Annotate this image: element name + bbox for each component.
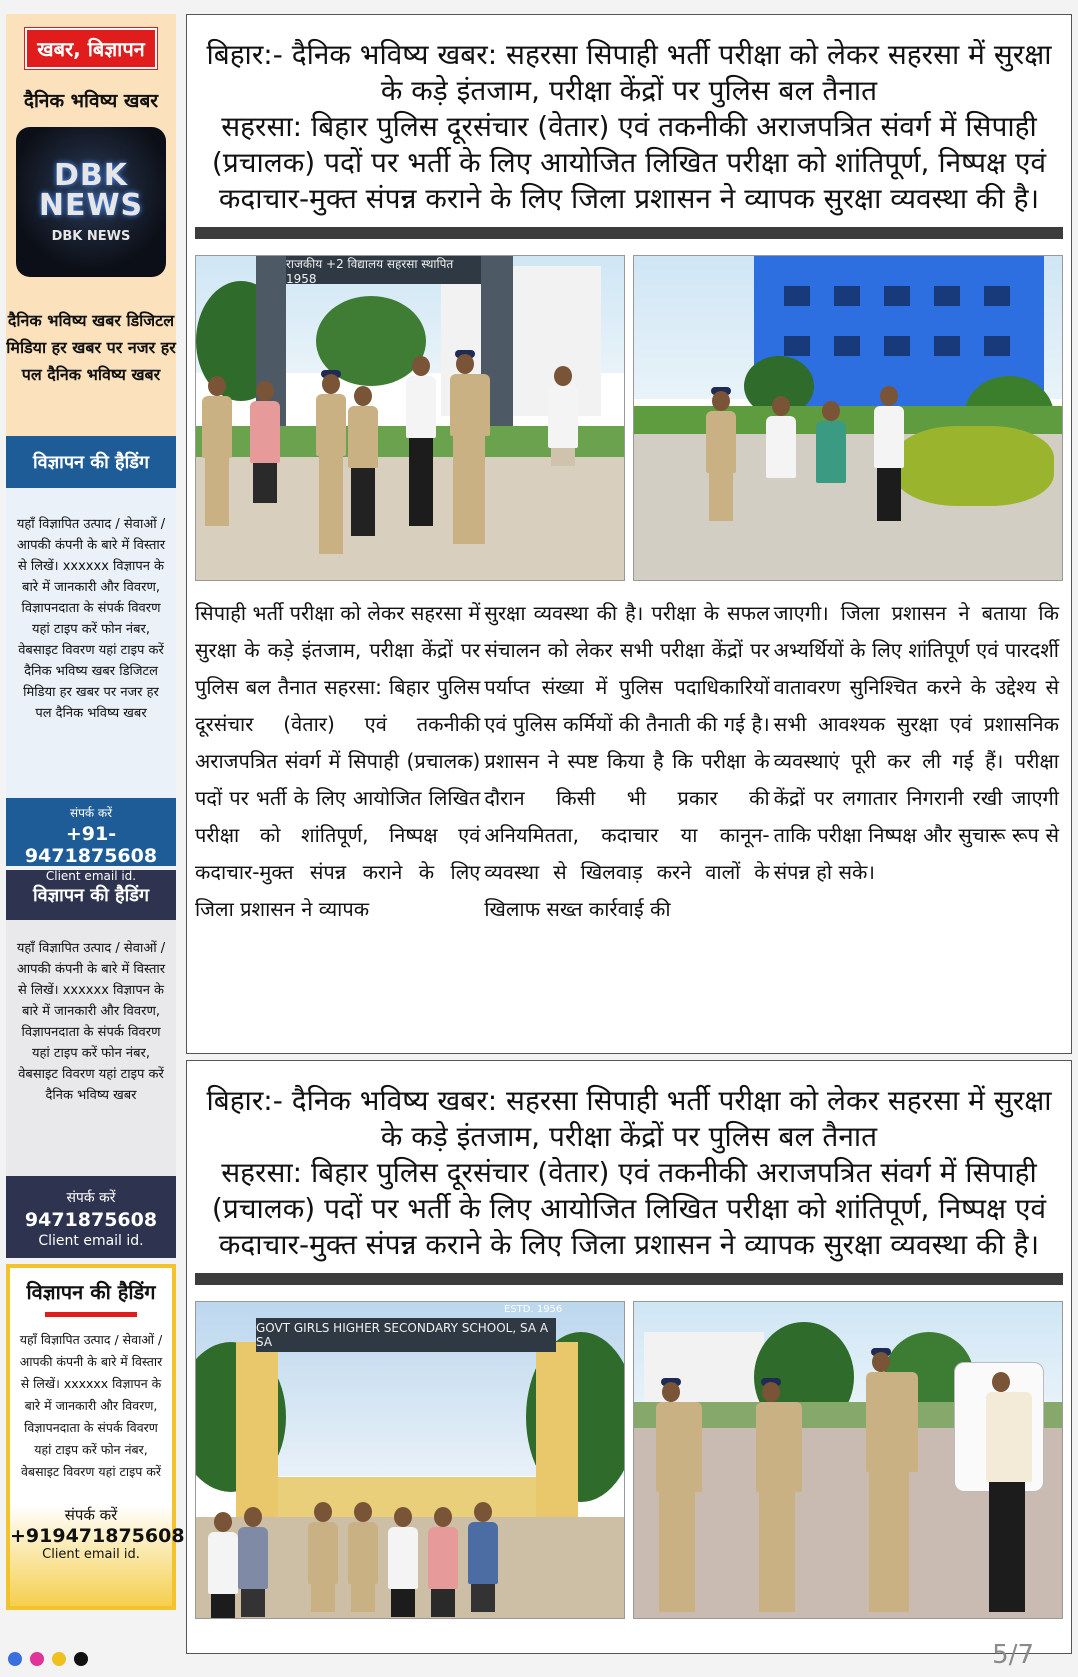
photo-row	[195, 1301, 1063, 1619]
dot-blue	[8, 1652, 22, 1666]
photo-girls-school-gate[interactable]	[195, 1301, 625, 1619]
ad-contact	[10, 1505, 185, 1562]
ad-heading: विज्ञापन की हैडिंग	[26, 1280, 156, 1304]
divider	[195, 1273, 1063, 1285]
ad-body: यहाँ विज्ञापित उत्पाद / सेवाओं / आपकी कंपनी के बारे में विस्तार से लिखें। xxxxxx विज्ञापन के बारे में जानकारी और विवरण, विज्ञापनदाता के संपर्क विवरण यहां टाइप करें फोन नंबर, वेबसाइट विवरण यहां टाइप करें दैनिक भविष्य खबर डिजिटल मिडिया हर खबर पर नजर हर पल दैनिक भविष्य खबर	[6, 488, 176, 798]
article-lead: सहरसा: बिहार पुलिस दूरसंचार (वेतार) एवं तकनीकी अराजपत्रित संवर्ग में सिपाही (प्रचालक) पदों पर भर्ती के लिए आयोजित लिखित परीक्षा को शांतिपूर्ण, निष्पक्ष एवं कदाचार-मुक्त संपन्न कराने के लिए जिला प्रशासन ने व्यापक सुरक्षा व्यवस्था की है।	[211, 1156, 1047, 1261]
ad-body: यहाँ विज्ञापित उत्पाद / सेवाओं / आपकी कंपनी के बारे में विस्तार से लिखें। xxxxxx विज्ञापन के बारे में जानकारी और विवरण, विज्ञापनदाता के संपर्क विवरण यहां टाइप करें फोन नंबर, वेबसाइट विवरण यहां टाइप करें दैनिक भविष्य खबर	[6, 920, 176, 1176]
dot-pink	[30, 1652, 44, 1666]
sidebar	[6, 14, 185, 1646]
ad-block-3[interactable]	[6, 1264, 185, 1610]
ad-body: यहाँ विज्ञापित उत्पाद / सेवाओं / आपकी कंपनी के बारे में विस्तार से लिखें। xxxxxx विज्ञापन के बारे में जानकारी और विवरण, विज्ञापनदाता के संपर्क विवरण यहां टाइप करें फोन नंबर, वेबसाइट विवरण यहां टाइप करें	[19, 1332, 163, 1479]
ad-contact	[6, 1176, 176, 1258]
sidebar-branding	[6, 14, 176, 436]
ad-block-2[interactable]	[6, 870, 176, 1258]
photo-school-building[interactable]	[633, 255, 1063, 581]
article-title: बिहार:- दैनिक भविष्य खबर: सहरसा सिपाही भर्ती परीक्षा को लेकर सहरसा में सुरक्षा के कड़े इंतजाम, परीक्षा केंद्रों पर पुलिस बल तैनात	[206, 38, 1052, 107]
school-sign: राजकीय +2 विद्यालय सहरसा स्थापित 1958	[286, 256, 481, 284]
photo-row	[195, 255, 1063, 581]
article-column-3: जाएगी। जिला प्रशासन ने बताया कि अभ्यर्थियों के लिए शांतिपूर्ण एवं पारदर्शी वातावरण सुनिश्चित करने के उद्देश्य से सभी आवश्यक सुरक्षा एवं प्रशासनिक व्यवस्थाएं पूरी कर ली गई हैं। परीक्षा केंद्रों पर लगातार निगरानी रखी जाएगी ताकि परीक्षा निष्पक्ष और सुचारू रूप से संपन्न हो सके।	[773, 601, 1059, 884]
divider	[195, 227, 1063, 239]
dot-black	[74, 1652, 88, 1666]
dbk-news-logo	[16, 127, 166, 277]
sidebar-tagline: दैनिक भविष्य खबर डिजिटल मिडिया हर खबर पर नजर हर पल दैनिक भविष्य खबर	[6, 311, 176, 384]
contact-label: संपर्क करें	[64, 1506, 118, 1524]
article-column-1: सिपाही भर्ती परीक्षा को लेकर सहरसा में सुरक्षा के कड़े इंतजाम, परीक्षा केंद्रों पर पुलिस बल तैनात सहरसा: बिहार पुलिस दूरसंचार (वेतार) एवं तकनीकी अराजपत्रित संवर्ग में सिपाही (प्रचालक) पदों पर भर्ती के लिए आयोजित लिखित परीक्षा को शांतिपूर्ण, निष्पक्ष एवं कदाचार-मुक्त संपन्न कराने के लिए जिला प्रशासन ने व्यापक	[195, 601, 481, 921]
article-lead: सहरसा: बिहार पुलिस दूरसंचार (वेतार) एवं तकनीकी अराजपत्रित संवर्ग में सिपाही (प्रचालक) पदों पर भर्ती के लिए आयोजित लिखित परीक्षा को शांतिपूर्ण, निष्पक्ष एवं कदाचार-मुक्त संपन्न कराने के लिए जिला प्रशासन ने व्यापक सुरक्षा व्यवस्था की है।	[211, 110, 1047, 215]
photo-school-gate[interactable]	[195, 255, 625, 581]
article-body	[195, 595, 1063, 928]
page-number: 5/7	[992, 1640, 1034, 1670]
sidebar-tag: खबर, बिज्ञापन	[25, 28, 157, 69]
ad-contact	[6, 798, 176, 883]
article-column-2: सुरक्षा व्यवस्था की है। परीक्षा के सफल संचालन को लेकर सभी परीक्षा केंद्रों पर पर्याप्त संख्या में पुलिस पदाधिकारियों एवं पुलिस कर्मियों की तैनाती की गई है। प्रशासन ने स्पष्ट किया है कि परीक्षा के दौरान किसी भी प्रकार की अनियमितता, कदाचार या कानून-व्यवस्था से खिलवाड़ करने वालों के खिलाफ सख्त कार्रवाई की	[484, 601, 770, 921]
contact-phone[interactable]: +91-9471875608	[24, 823, 158, 867]
logo-caption: DBK NEWS	[51, 228, 131, 244]
contact-email[interactable]: Client email id.	[45, 869, 137, 883]
contact-email[interactable]: Client email id.	[38, 1233, 144, 1249]
school-estd: ESTD. 1956	[504, 1304, 563, 1315]
contact-phone[interactable]: 9471875608	[24, 1209, 158, 1231]
newspaper-name: दैनिक भविष्य खबर	[23, 90, 159, 112]
ad-block-1[interactable]	[6, 436, 176, 883]
ad-heading: विज्ञापन की हैडिंग	[6, 870, 176, 920]
dot-yellow	[52, 1652, 66, 1666]
contact-label: संपर्क करें	[69, 806, 113, 820]
article-2	[186, 1060, 1072, 1654]
contact-phone[interactable]: +919471875608	[10, 1525, 185, 1547]
school-sign: GOVT GIRLS HIGHER SECONDARY SCHOOL, SA A SA	[256, 1318, 556, 1352]
article-title: बिहार:- दैनिक भविष्य खबर: सहरसा सिपाही भर्ती परीक्षा को लेकर सहरसा में सुरक्षा के कड़े इंतजाम, परीक्षा केंद्रों पर पुलिस बल तैनात	[206, 1084, 1052, 1153]
photo-police-officers[interactable]	[633, 1301, 1063, 1619]
contact-email[interactable]: Client email id.	[42, 1547, 140, 1562]
logo-wordmark: DBK NEWS	[38, 157, 144, 223]
contact-label: संपर्क करें	[66, 1190, 116, 1206]
color-dots	[8, 1652, 88, 1666]
ad-heading: विज्ञापन की हैडिंग	[6, 436, 176, 488]
article-1	[186, 14, 1072, 1054]
